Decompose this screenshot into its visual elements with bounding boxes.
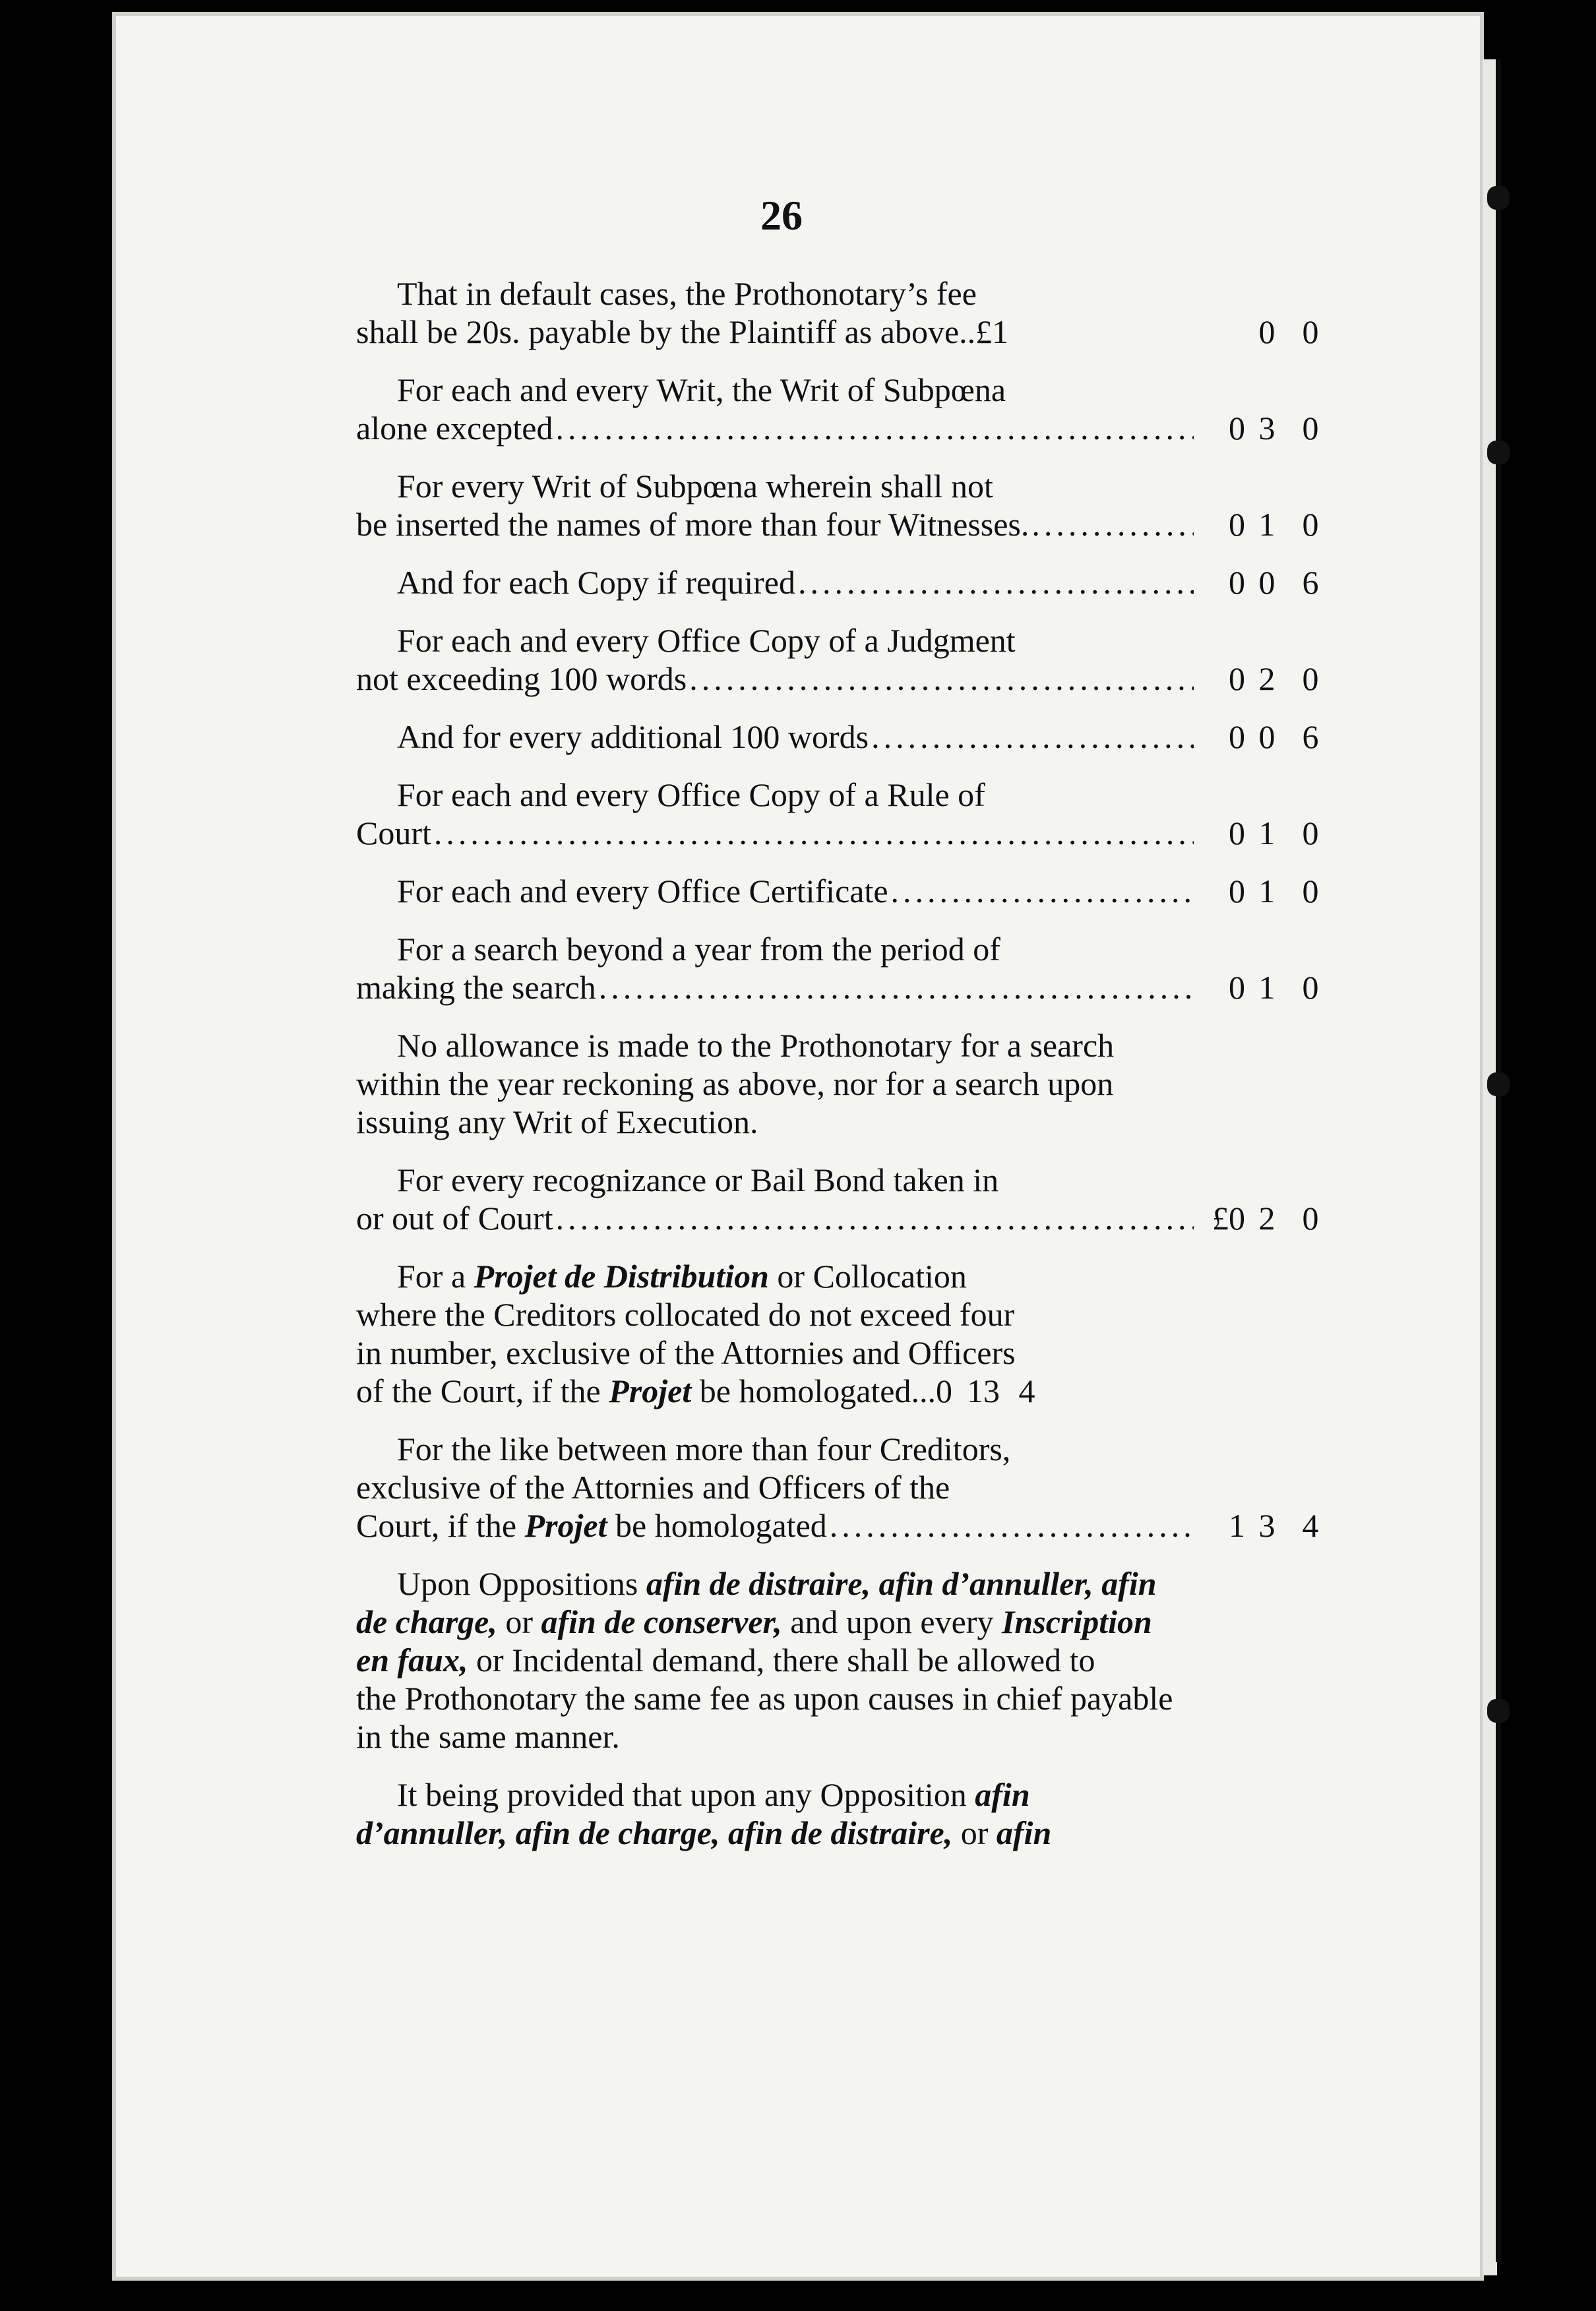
leader-dots bbox=[830, 1506, 1194, 1545]
binding-mark bbox=[1487, 1072, 1510, 1096]
entry-line: That in default cases, the Prothonotary’s fee bbox=[397, 275, 977, 312]
leader-dots bbox=[1031, 505, 1194, 543]
entry-line: For a Projet de Distribution or Collocation bbox=[397, 1258, 967, 1295]
page-number: 26 bbox=[760, 192, 803, 239]
fee-entry bbox=[356, 563, 1332, 601]
binding-mark bbox=[1487, 1699, 1510, 1723]
leader-dots bbox=[689, 660, 1194, 698]
page-edge-strip bbox=[1483, 59, 1497, 2275]
fee-entry bbox=[356, 371, 1332, 447]
page-content bbox=[356, 191, 1332, 1872]
fee-entry bbox=[356, 930, 1332, 1006]
entry-line: For every Writ of Subpœna wherein shall not bbox=[397, 468, 993, 505]
fee-amount: 13 4 bbox=[967, 1372, 1035, 1409]
entry-line: shall be 20s. payable by the Plaintiff as above..£1 0 0 bbox=[356, 313, 1332, 351]
fee-amount: 0 1 0 bbox=[1229, 969, 1319, 1006]
entry-line: For every recognizance or Bail Bond taken in bbox=[397, 1161, 999, 1198]
entry-line: And for every additional 100 words ..... 0 0 6 bbox=[356, 718, 1332, 756]
leader-dots bbox=[599, 968, 1194, 1006]
binding-rule bbox=[1496, 59, 1501, 2262]
fee-amount: 0 2 0 bbox=[1229, 660, 1319, 697]
fee-entry bbox=[356, 621, 1332, 698]
entry-line: exclusive of the Attornies and Officers of the bbox=[356, 1469, 950, 1506]
para-oppositions: Upon Oppositions afin de distraire, afin d’annuller, afin de charge, or afin de conserver, and upon every Inscription en faux, or Incidental demand, there shall be allowed to the Prothonotary the same fee as upon causes in chief payable in the same manner. bbox=[356, 1565, 1173, 1755]
fee-entry-projet-distribution bbox=[356, 1257, 1332, 1410]
fee-amount: 0 1 0 bbox=[1229, 506, 1319, 543]
entry-line: alone excepted ..... 0 3 0 bbox=[356, 409, 1332, 447]
note-line: No allowance is made to the Prothonotary for a search bbox=[397, 1027, 1115, 1064]
fee-entry bbox=[356, 274, 1332, 351]
entry-line: making the search ..... 0 1 0 bbox=[356, 968, 1332, 1006]
fee-amount: 0 1 0 bbox=[1229, 815, 1319, 851]
fee-entry bbox=[356, 718, 1332, 756]
fee-amount: 0 0 bbox=[1258, 313, 1319, 350]
entry-line: of the Court, if the Projet be homologated...0 13 4 bbox=[356, 1372, 1332, 1410]
fee-amount: 0 3 0 bbox=[1229, 410, 1319, 447]
para-provided: It being provided that upon any Opposition afin d’annuller, afin de charge, afin de distraire, or afin bbox=[356, 1776, 1052, 1851]
leader-dots bbox=[891, 872, 1194, 910]
entry-line: And for each Copy if required ..... 0 0 6 bbox=[356, 563, 1332, 601]
fee-amount: £0 2 0 bbox=[1212, 1200, 1319, 1237]
entry-line: not exceeding 100 words ..... 0 2 0 bbox=[356, 660, 1332, 698]
fee-entry bbox=[356, 776, 1332, 852]
fee-entry-projet-more-creditors bbox=[356, 1430, 1332, 1545]
entry-line: For each and every Office Certificate ..... 0 1 0 bbox=[356, 872, 1332, 910]
note-line: within the year reckoning as above, nor for a search upon bbox=[356, 1065, 1114, 1102]
fee-entries bbox=[356, 274, 1332, 1006]
leader-dots bbox=[434, 814, 1194, 852]
leader-dots bbox=[556, 1199, 1194, 1237]
leader-dots bbox=[798, 563, 1194, 601]
fee-entry bbox=[356, 467, 1332, 543]
entry-line: be inserted the names of more than four Witnesses. ..... 0 1 0 bbox=[356, 505, 1332, 543]
entry-line: For each and every Office Copy of a Rule of bbox=[397, 776, 985, 813]
entry-line: or out of Court ..... £0 2 0 bbox=[356, 1199, 1332, 1237]
fee-amount: 0 0 6 bbox=[1229, 718, 1319, 755]
entry-line: Court, if the Projet be homologated ..... 1 3 4 bbox=[356, 1506, 1332, 1545]
note-line: issuing any Writ of Execution. bbox=[356, 1103, 758, 1140]
entry-line: For each and every Office Copy of a Judgment bbox=[397, 622, 1016, 659]
leader-dots bbox=[555, 409, 1194, 447]
binding-mark bbox=[1487, 186, 1510, 210]
entry-line: For the like between more than four Creditors, bbox=[397, 1431, 1011, 1467]
entry-line: where the Creditors collocated do not exceed four bbox=[356, 1296, 1015, 1333]
entry-line: Court ..... 0 1 0 bbox=[356, 814, 1332, 852]
entry-line: For each and every Writ, the Writ of Subpœna bbox=[397, 371, 1006, 408]
entry-line: in number, exclusive of the Attornies and Officers bbox=[356, 1334, 1016, 1371]
note-search bbox=[356, 1026, 1319, 1141]
fee-amount: 0 1 0 bbox=[1229, 873, 1319, 909]
leader-dots bbox=[871, 718, 1194, 756]
fee-amount: 0 0 6 bbox=[1229, 564, 1319, 601]
fee-amount: 1 3 4 bbox=[1229, 1507, 1319, 1544]
fee-entry bbox=[356, 872, 1332, 910]
fee-entry-bail bbox=[356, 1161, 1332, 1237]
entry-line: For a search beyond a year from the period of bbox=[397, 931, 1000, 968]
binding-mark bbox=[1487, 441, 1510, 464]
